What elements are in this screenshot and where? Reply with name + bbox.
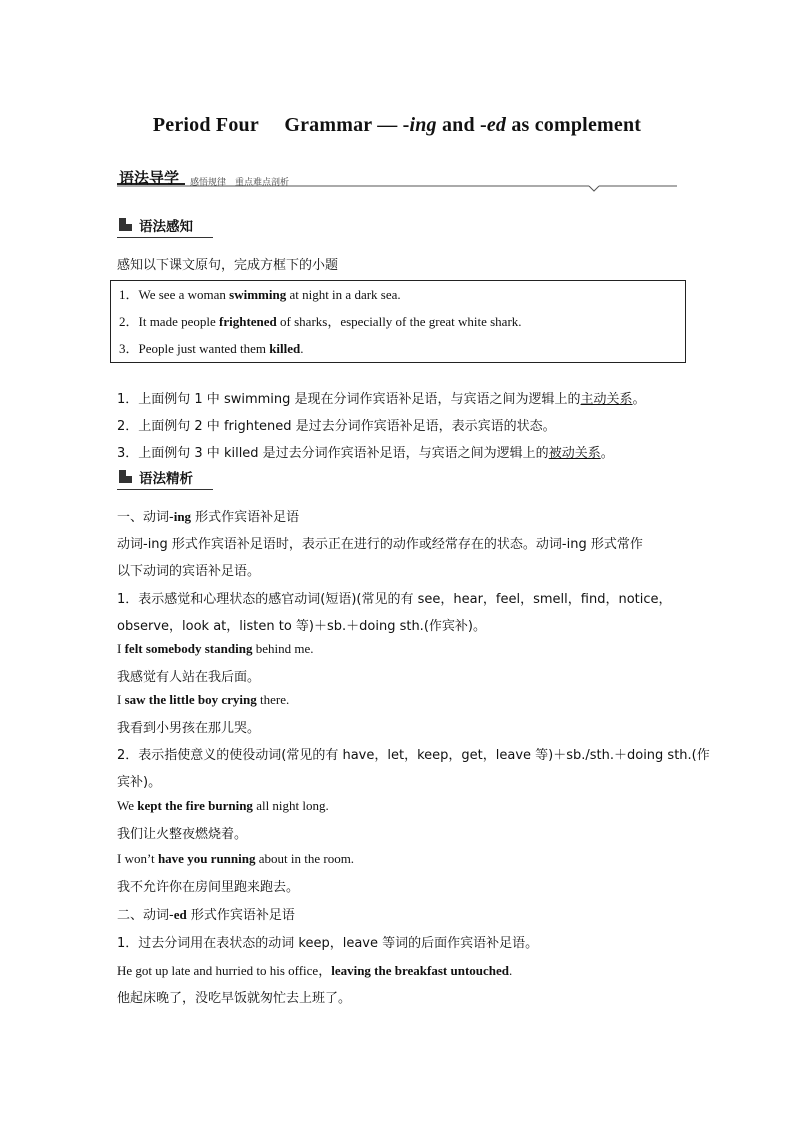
section-header [117,164,677,192]
heading-ed-complement: 二、动词-ed 形式作宾语补足语 [117,907,295,923]
instruction-text: 感知以下课文原句，完成方框下的小题 [117,258,339,273]
square-icon [119,218,132,231]
example-2-translation: 我看到小男孩在那儿哭。 [117,721,261,736]
example-4: I won’t have you running about in the room. [117,851,355,866]
example-1: I felt somebody standing behind me. [117,641,314,656]
subheading-grammar-analysis [117,466,213,490]
example-5: He got up late and hurried to his office，leaving the breakfast untouched. [117,963,513,978]
subheading-underline [117,237,213,238]
paragraph-line: 以下动词的宾语补足语。 [117,564,261,579]
example-box [110,280,686,363]
title-ing: ing [409,114,437,136]
subheading-label: 语法感知 [139,219,193,235]
subheading-label: 语法精析 [139,471,193,487]
question-2: 2．上面例句 2 中 frightened 是过去分词作宾语补足语，表示宾语的状态。 [117,419,556,434]
question-1: 1．上面例句 1 中 swimming 是现在分词作宾语补足语，与宾语之间为逻辑上的主动关系。 [117,392,646,407]
example-5-translation: 他起床晚了，没吃早饭就匆忙去上班了。 [117,991,352,1006]
question-3: 3．上面例句 3 中 killed 是过去分词作宾语补足语，与宾语之间为逻辑上的被动关系。 [117,446,614,461]
box-line-2: 2．It made people frightened of sharks，especially of the great white shark. [119,314,522,329]
title-prefix: Period Four Grammar — - [152,114,410,136]
rule-1-line: observe，look at，listen to 等)＋sb.＋doing sth.(作宾补)。 [117,619,486,634]
rule-3-line: 1．过去分词用在表状态的动词 keep，leave 等词的后面作宾语补足语。 [117,936,539,951]
title-and: and - [436,114,487,136]
example-2: I saw the little boy crying there. [117,692,290,707]
page-title [0,114,794,137]
title-rest: as complement [506,114,642,136]
subheading-underline [117,489,213,490]
square-icon [119,470,132,483]
title-ed: ed [486,114,507,136]
example-4-translation: 我不允许你在房间里跑来跑去。 [117,880,300,895]
box-line-3: 3．People just wanted them killed. [119,341,304,356]
box-line-1: 1．We see a woman swimming at night in a dark sea. [119,287,401,302]
section-subtitle: 感悟规律 重点难点剖析 [190,178,290,188]
paragraph-line: 动词-ing 形式作宾语补足语时，表示正在进行的动作或经常存在的状态。动词-ing 形式常作 [117,537,643,552]
rule-2-line: 宾补)。 [117,775,162,790]
rule-2-line: 2．表示指使意义的使役动词(常见的有 have，let，keep，get，leave 等)＋sb./sth.＋doing sth.(作 [117,748,710,763]
example-3: We kept the fire burning all night long. [117,798,329,813]
subheading-grammar-perception [117,214,213,238]
rule-1-line: 1．表示感觉和心理状态的感官动词(短语)(常见的有 see，hear，feel，smell，find，notice， [117,592,672,607]
example-1-translation: 我感觉有人站在我后面。 [117,670,261,685]
heading-ing-complement: 一、动词-ing 形式作宾语补足语 [117,509,300,525]
section-title: 语法导学 [119,169,180,187]
example-3-translation: 我们让火整夜燃烧着。 [117,827,248,842]
